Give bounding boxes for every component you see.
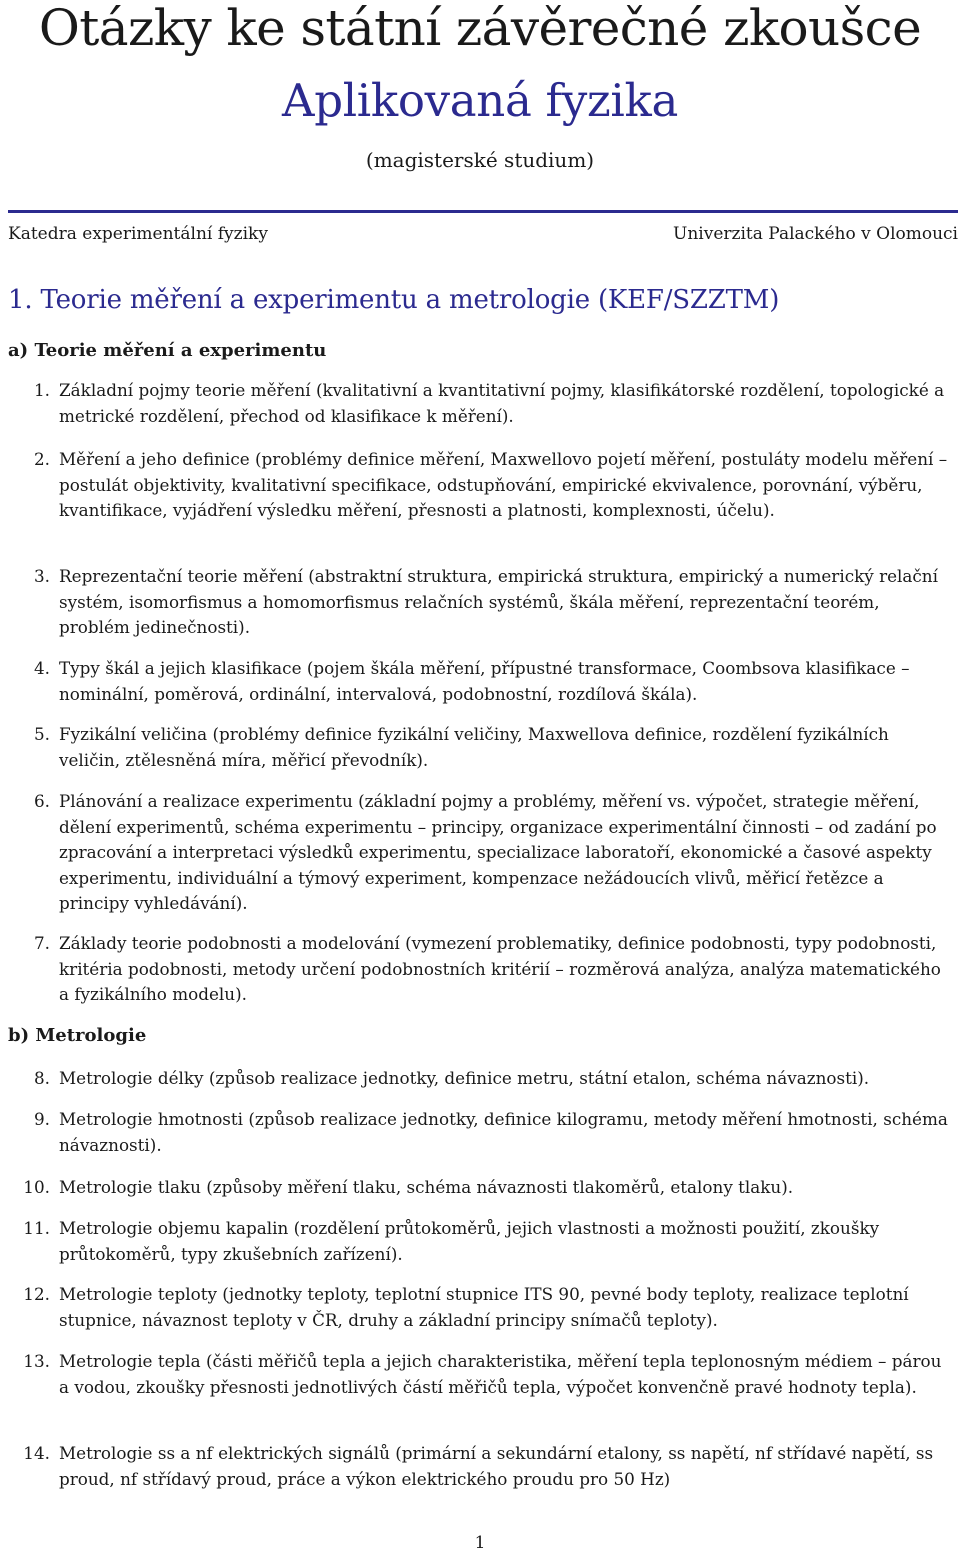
section-heading: 1. Teorie měření a experimentu a metrologie (KEF/SZZTM) bbox=[8, 285, 780, 315]
item-number: 2. bbox=[33, 449, 50, 469]
subsection-heading-b: b) Metrologie bbox=[8, 1025, 147, 1046]
page-number: 1 bbox=[474, 1533, 486, 1553]
subsection-heading-a: a) Teorie měření a experimentu bbox=[8, 340, 327, 361]
item-number: 4. bbox=[33, 658, 50, 678]
university-label: Univerzita Palackého v Olomouci bbox=[673, 224, 958, 244]
item-text: Metrologie hmotnosti (způsob realizace jednotky, definice kilogramu, metody měření hmotnosti, schéma návaznosti). bbox=[59, 1109, 948, 1155]
item-text: Metrologie ss a nf elektrických signálů (primární a sekundární etalony, ss napětí, nf střídavé napětí, ss proud, nf střídavý proud, práce a výkon elektrického proudu pro 50 Hz) bbox=[59, 1443, 934, 1489]
item-number: 10. bbox=[23, 1177, 50, 1197]
item-text: Měření a jeho definice (problémy definice měření, Maxwellovo pojetí měření, postuláty modelu měření – postulát objektivity, kvalitativní specifikace, odstupňování, empirické ekvivalence, porovnání, výběru, kvantifikace, vyjádření výsledku měření, přesnosti a platnosti, komplexnosti, účelu). bbox=[59, 449, 948, 520]
item-number: 1. bbox=[33, 380, 50, 400]
document-subtitle: Aplikovaná fyzika bbox=[282, 74, 678, 127]
header-rule bbox=[8, 210, 958, 213]
item-text: Metrologie tlaku (způsoby měření tlaku, schéma návaznosti tlakoměrů, etalony tlaku). bbox=[59, 1177, 794, 1197]
item-text: Základy teorie podobnosti a modelování (vymezení problematiky, definice podobnosti, typy podobnosti, kritéria podobnosti, metody určení podobnostních kritérií – rozměrová analýza, analýza matematického a fyzikálního modelu). bbox=[59, 933, 941, 1004]
item-number: 6. bbox=[33, 791, 50, 811]
item-text: Metrologie teploty (jednotky teploty, teplotní stupnice ITS 90, pevné body teploty, realizace teplotní stupnice, návaznost teploty v ČR, druhy a základní principy snímačů teploty). bbox=[59, 1284, 909, 1330]
item-text: Fyzikální veličina (problémy definice fyzikální veličiny, Maxwellova definice, rozdělení fyzikálních veličin, ztělesněná míra, měřicí převodník). bbox=[59, 724, 889, 770]
item-number: 9. bbox=[33, 1109, 50, 1129]
item-number: 13. bbox=[23, 1351, 50, 1371]
study-level-note: (magisterské studium) bbox=[365, 148, 595, 172]
item-number: 5. bbox=[33, 724, 50, 744]
item-number: 3. bbox=[33, 566, 50, 586]
item-number: 7. bbox=[33, 933, 50, 953]
item-text: Typy škál a jejich klasifikace (pojem škála měření, přípustné transformace, Coombsova klasifikace – nominální, poměrová, ordinální, intervalová, podobnostní, rozdílová škála). bbox=[59, 658, 910, 704]
item-text: Metrologie tepla (části měřičů tepla a jejich charakteristika, měření tepla teplonosným médiem – párou a vodou, zkoušky přesnosti jednotlivých částí měřičů tepla, výpočet konvenčně pravé hodnoty tepla). bbox=[59, 1351, 942, 1397]
item-number: 8. bbox=[33, 1068, 50, 1088]
item-text: Plánování a realizace experimentu (základní pojmy a problémy, měření vs. výpočet, strategie měření, dělení experimentů, schéma experimentu – principy, organizace experimentální činnosti – od zadání po zpracování a interpretaci výsledků experimentu, specializace laboratoří, ekonomické a časové aspekty experimentu, individuální a týmový experiment, kompenzace nežádoucích vlivů, měřicí řetězce a principy vyhledávání). bbox=[59, 791, 937, 913]
document-title: Otázky ke státní závěrečné zkoušce bbox=[38, 0, 922, 57]
item-text: Reprezentační teorie měření (abstraktní struktura, empirická struktura, empirický a numerický relační systém, isomorfismus a homomorfismus relačních systémů, škála měření, reprezentační teorém, problém jedinečnosti). bbox=[59, 566, 938, 637]
department-label: Katedra experimentální fyziky bbox=[8, 224, 268, 244]
item-text: Metrologie objemu kapalin (rozdělení průtokoměrů, jejich vlastnosti a možnosti použití, zkoušky průtokoměrů, typy zkušebních zařízení). bbox=[59, 1218, 880, 1264]
item-text: Metrologie délky (způsob realizace jednotky, definice metru, státní etalon, schéma návaznosti). bbox=[59, 1068, 870, 1088]
item-text: Základní pojmy teorie měření (kvalitativní a kvantitativní pojmy, klasifikátorské rozdělení, topologické a metrické rozdělení, přechod od klasifikace k měření). bbox=[59, 380, 945, 426]
item-number: 12. bbox=[23, 1284, 50, 1304]
item-number: 11. bbox=[23, 1218, 50, 1238]
item-number: 14. bbox=[23, 1443, 50, 1463]
